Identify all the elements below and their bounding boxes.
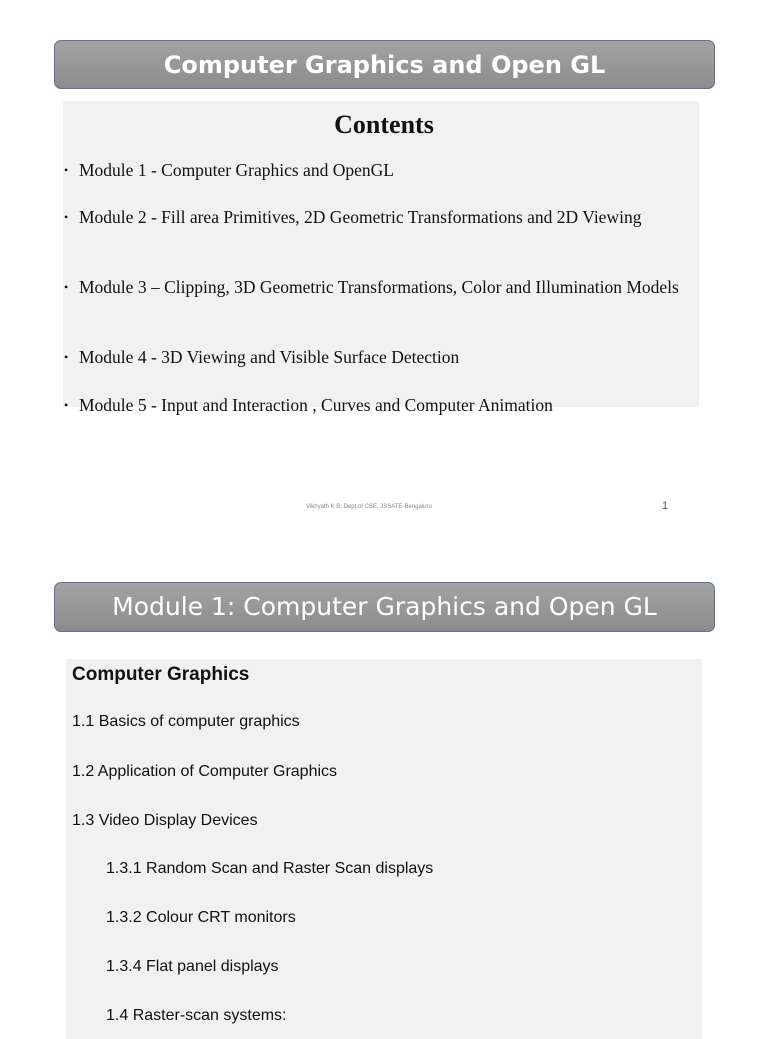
list-item: 1.3.1 Random Scan and Raster Scan displays bbox=[106, 860, 434, 877]
list-item bbox=[64, 393, 684, 417]
list-item bbox=[64, 345, 684, 369]
footer-credit: Vikhyath K B, Dept of CSE, JSSATE-Bengaluru bbox=[306, 504, 432, 510]
list-item: 1.2 Application of Computer Graphics bbox=[72, 763, 338, 780]
list-item: 1.3 Video Display Devices bbox=[72, 812, 258, 829]
module-text: Module 4 - 3D Viewing and Visible Surface Detection bbox=[79, 347, 460, 367]
section-heading: Computer Graphics bbox=[72, 664, 250, 685]
slide-title-banner bbox=[54, 582, 715, 632]
slide-title-banner bbox=[54, 40, 715, 89]
list-item: 1.4 Raster-scan systems: bbox=[106, 1007, 287, 1024]
bullet-icon: • bbox=[64, 398, 69, 412]
module-text: Module 1 - Computer Graphics and OpenGL bbox=[79, 160, 394, 180]
list-item: 1.3.2 Colour CRT monitors bbox=[106, 909, 296, 926]
bullet-icon: • bbox=[64, 210, 69, 224]
bullet-icon: • bbox=[64, 350, 69, 364]
module-text: Module 2 - Fill area Primitives, 2D Geometric Transformations and 2D Viewing bbox=[79, 207, 642, 227]
module-text: Module 5 - Input and Interaction , Curves and Computer Animation bbox=[79, 395, 553, 415]
list-item: 1.1 Basics of computer graphics bbox=[72, 713, 300, 730]
page-number: 1 bbox=[662, 500, 669, 512]
slide-title: Module 1: Computer Graphics and Open GL bbox=[112, 592, 657, 621]
module-text: Module 3 – Clipping, 3D Geometric Transformations, Color and Illumination Models bbox=[79, 277, 679, 297]
list-item bbox=[64, 275, 684, 299]
slide-title: Computer Graphics and Open GL bbox=[163, 51, 606, 79]
contents-heading: Contents bbox=[334, 110, 434, 139]
list-item bbox=[64, 205, 684, 229]
bullet-icon: • bbox=[64, 163, 69, 177]
list-item bbox=[64, 158, 684, 182]
list-item: 1.3.4 Flat panel displays bbox=[106, 958, 279, 975]
bullet-icon: • bbox=[64, 280, 69, 294]
slide-module-1 bbox=[0, 560, 768, 1024]
